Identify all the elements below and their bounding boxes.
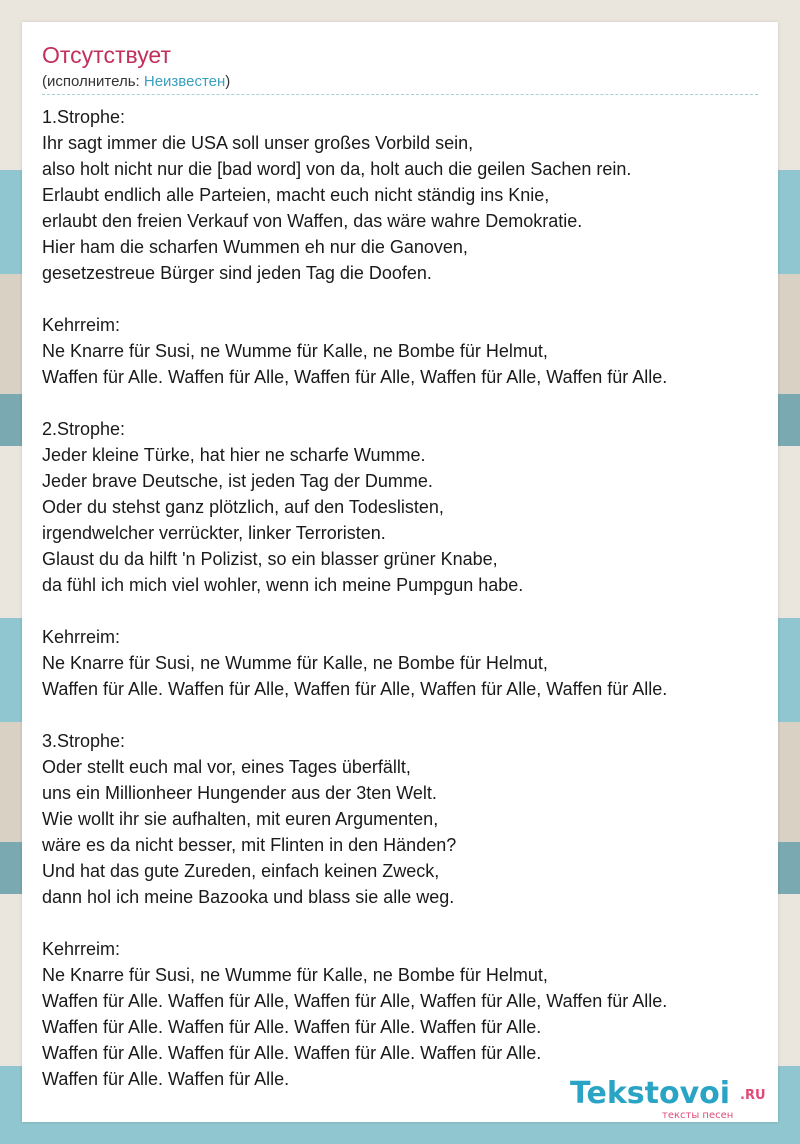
lyric-line: erlaubt den freien Verkauf von Waffen, das wäre wahre Demokratie. <box>42 211 583 231</box>
lyric-line: Hier ham die scharfen Wummen eh nur die Ganoven, <box>42 237 468 257</box>
stanza-heading: Kehrreim: <box>42 627 121 647</box>
logo-subtitle: тексты песен <box>662 1110 734 1121</box>
lyrics-stanza <box>42 936 772 1092</box>
lyric-line: Waffen für Alle. Waffen für Alle, Waffen für Alle, Waffen für Alle, Waffen für Alle. <box>42 991 668 1011</box>
lyric-line: Jeder brave Deutsche, ist jeden Tag der Dumme. <box>42 471 433 491</box>
artist-link[interactable]: Неизвестен <box>143 73 226 90</box>
stanza-heading: Kehrreim: <box>42 315 121 335</box>
artist-suffix: ) <box>225 73 231 90</box>
lyric-line: Erlaubt endlich alle Parteien, macht euch nicht ständig ins Knie, <box>42 185 550 205</box>
lyric-line: Jeder kleine Türke, hat hier ne scharfe Wumme. <box>42 445 426 465</box>
stanza-heading: 2.Strophe: <box>42 419 126 439</box>
lyrics-stanza <box>42 312 772 390</box>
logo-tld: .RU <box>740 1088 766 1103</box>
lyric-line: Waffen für Alle. Waffen für Alle. Waffen für Alle. Waffen für Alle. <box>42 1017 542 1037</box>
lyric-line: da fühl ich mich viel wohler, wenn ich meine Pumpgun habe. <box>42 575 524 595</box>
lyric-line: Waffen für Alle. Waffen für Alle, Waffen für Alle, Waffen für Alle, Waffen für Alle. <box>42 679 668 699</box>
lyric-line: wäre es da nicht besser, mit Flinten in den Händen? <box>42 835 457 855</box>
stanza-heading: 3.Strophe: <box>42 731 126 751</box>
logo-text: Tekstovoi <box>570 1076 731 1111</box>
artist-line <box>42 73 230 90</box>
lyric-line: Waffen für Alle. Waffen für Alle. Waffen für Alle. Waffen für Alle. <box>42 1043 542 1063</box>
lyrics-text <box>42 104 772 1118</box>
lyric-line: Glaust du da hilft 'n Polizist, so ein blasser grüner Knabe, <box>42 549 498 569</box>
stanza-heading: 1.Strophe: <box>42 107 126 127</box>
lyric-line: Oder du stehst ganz plötzlich, auf den Todeslisten, <box>42 497 444 517</box>
lyrics-stanza <box>42 728 772 910</box>
divider <box>42 94 758 95</box>
lyric-line: uns ein Millionheer Hungender aus der 3ten Welt. <box>42 783 437 803</box>
lyric-line: dann hol ich meine Bazooka und blass sie alle weg. <box>42 887 455 907</box>
artist-prefix: (исполнитель: <box>42 73 144 90</box>
lyric-line: Wie wollt ihr sie aufhalten, mit euren Argumenten, <box>42 809 439 829</box>
lyric-line: Ne Knarre für Susi, ne Wumme für Kalle, ne Bombe für Helmut, <box>42 653 548 673</box>
lyric-line: Ne Knarre für Susi, ne Wumme für Kalle, ne Bombe für Helmut, <box>42 965 548 985</box>
song-title: Отсутствует <box>42 42 171 68</box>
lyric-line: Ihr sagt immer die USA soll unser großes Vorbild sein, <box>42 133 474 153</box>
lyric-line: gesetzestreue Bürger sind jeden Tag die Doofen. <box>42 263 432 283</box>
lyric-line: Waffen für Alle. Waffen für Alle. <box>42 1069 290 1089</box>
stanza-heading: Kehrreim: <box>42 939 121 959</box>
lyrics-stanza <box>42 104 772 286</box>
lyric-line: Ne Knarre für Susi, ne Wumme für Kalle, ne Bombe für Helmut, <box>42 341 548 361</box>
lyric-line: irgendwelcher verrückter, linker Terroristen. <box>42 523 386 543</box>
lyrics-stanza <box>42 624 772 702</box>
lyric-line: Oder stellt euch mal vor, eines Tages überfällt, <box>42 757 411 777</box>
site-logo <box>570 1076 780 1121</box>
lyrics-card <box>22 22 778 1122</box>
lyric-line: Waffen für Alle. Waffen für Alle, Waffen für Alle, Waffen für Alle, Waffen für Alle. <box>42 367 668 387</box>
lyric-line: also holt nicht nur die [bad word] von da, holt auch die geilen Sachen rein. <box>42 159 632 179</box>
lyrics-stanza <box>42 416 772 598</box>
lyric-line: Und hat das gute Zureden, einfach keinen Zweck, <box>42 861 440 881</box>
